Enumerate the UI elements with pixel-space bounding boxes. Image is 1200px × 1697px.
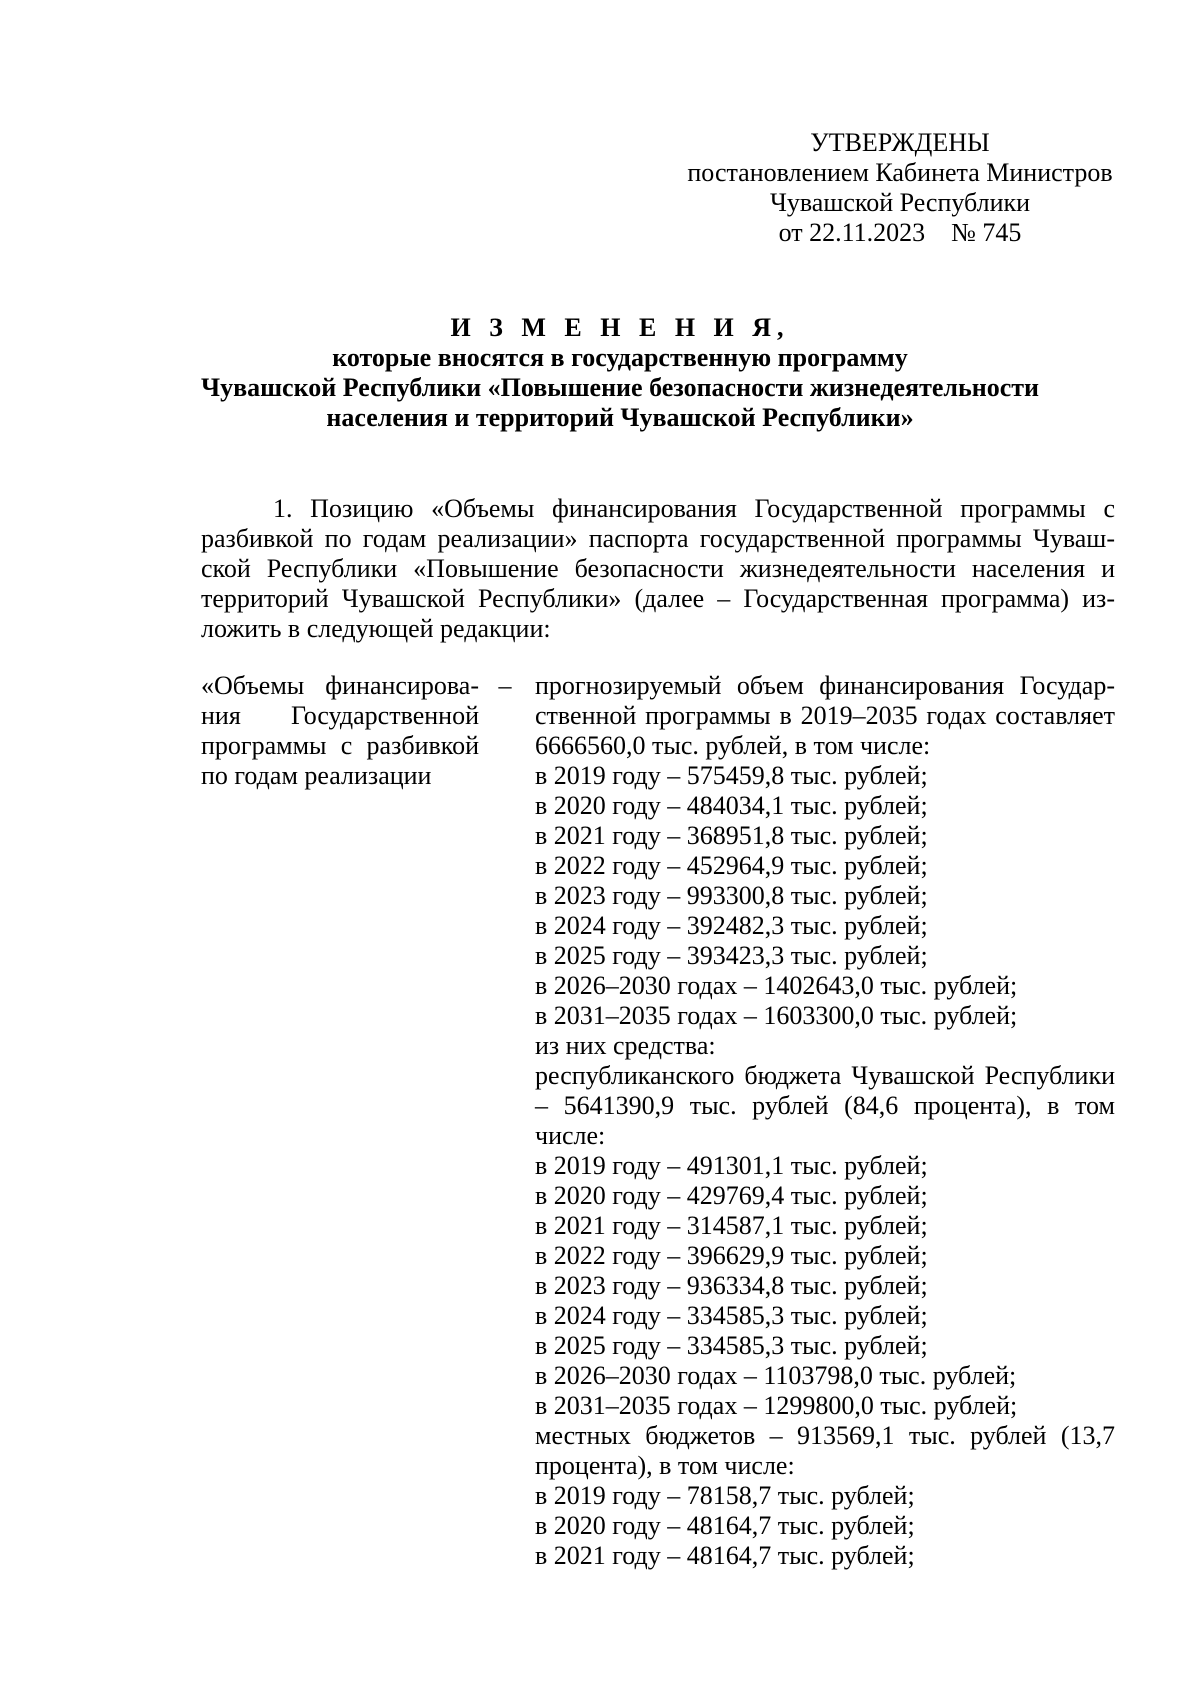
republic-budget-intro: республиканского бюджета Чувашской Республики – 5641390,9 тыс. рублей (84,6 процента), в том числе:	[535, 1061, 1115, 1150]
total-years-list	[535, 761, 1115, 1031]
year-line: в 2019 году – 575459,8 тыс. рублей;	[535, 761, 928, 790]
year-line: в 2024 году – 334585,3 тыс. рублей;	[535, 1301, 928, 1330]
local-years-list	[535, 1481, 1115, 1571]
approval-date-number: от 22.11.2023 № 745	[778, 218, 1022, 247]
year-line: в 2021 году – 314587,1 тыс. рублей;	[535, 1211, 928, 1240]
republic-years-list	[535, 1151, 1115, 1421]
funding-label: «Объемы финансирования Государственной программы с разбивкой по годам реализации	[201, 671, 479, 790]
year-line: в 2023 году – 936334,8 тыс. рублей;	[535, 1271, 928, 1300]
funding-dash: –	[498, 671, 512, 700]
year-line: в 2026–2030 годах – 1402643,0 тыс. рублей;	[535, 971, 1018, 1000]
approval-stamp	[680, 128, 1120, 248]
approval-title: УТВЕРЖДЕНЫ	[810, 128, 990, 157]
year-line: в 2020 году – 484034,1 тыс. рублей;	[535, 791, 928, 820]
title-line-3: Чувашской Республики «Повышение безопасности жизнедеятельности	[200, 373, 1040, 402]
local-budget-intro: местных бюджетов – 913569,1 тыс. рублей (13,7 процента), в том числе:	[535, 1421, 1115, 1480]
year-line: в 2020 году – 429769,4 тыс. рублей;	[535, 1181, 928, 1210]
funding-intro: прогнозируемый объем финансирования Государственной программы в 2019–2035 годах составляет 6666560,0 тыс. рублей, в том числе:	[535, 671, 1115, 760]
approval-authority: постановлением Кабинета Министров	[687, 158, 1113, 187]
approval-republic: Чувашской Республики	[769, 188, 1031, 217]
year-line: в 2031–2035 годах – 1603300,0 тыс. рублей;	[535, 1001, 1018, 1030]
year-line: в 2025 году – 393423,3 тыс. рублей;	[535, 941, 928, 970]
year-line: в 2024 году – 392482,3 тыс. рублей;	[535, 911, 928, 940]
year-line: в 2021 году – 368951,8 тыс. рублей;	[535, 821, 928, 850]
year-line: в 2026–2030 годах – 1103798,0 тыс. рублей;	[535, 1361, 1017, 1390]
year-line: в 2019 году – 78158,7 тыс. рублей;	[535, 1481, 915, 1510]
year-line: в 2020 году – 48164,7 тыс. рублей;	[535, 1511, 915, 1540]
title-line-2: которые вносятся в государственную программу	[332, 343, 908, 372]
year-line: в 2022 году – 452964,9 тыс. рублей;	[535, 851, 928, 880]
year-line: в 2023 году – 993300,8 тыс. рублей;	[535, 881, 928, 910]
funding-details	[535, 671, 1115, 1571]
year-line: в 2031–2035 годах – 1299800,0 тыс. рублей;	[535, 1391, 1018, 1420]
year-line: в 2019 году – 491301,1 тыс. рублей;	[535, 1151, 928, 1180]
title-heading: И З М Е Н Е Н И Я,	[450, 313, 790, 342]
document-title	[200, 313, 1040, 433]
year-line: в 2025 году – 334585,3 тыс. рублей;	[535, 1331, 928, 1360]
year-line: в 2022 году – 396629,9 тыс. рублей;	[535, 1241, 928, 1270]
year-line: в 2021 году – 48164,7 тыс. рублей;	[535, 1541, 915, 1570]
of-which-label: из них средства:	[535, 1031, 716, 1060]
title-line-4: населения и территорий Чувашской Республики»	[326, 403, 914, 432]
paragraph-1: 1. Позицию «Объемы финансирования Государственной программы с разбивкой по годам реализации» паспорта государственной программы Чувашской Республики «Повышение безопасности жизнедеятельности населения и территорий Чувашской Республики» (далее – Государственная программа) изложить в следующей редакции:	[201, 494, 1115, 643]
